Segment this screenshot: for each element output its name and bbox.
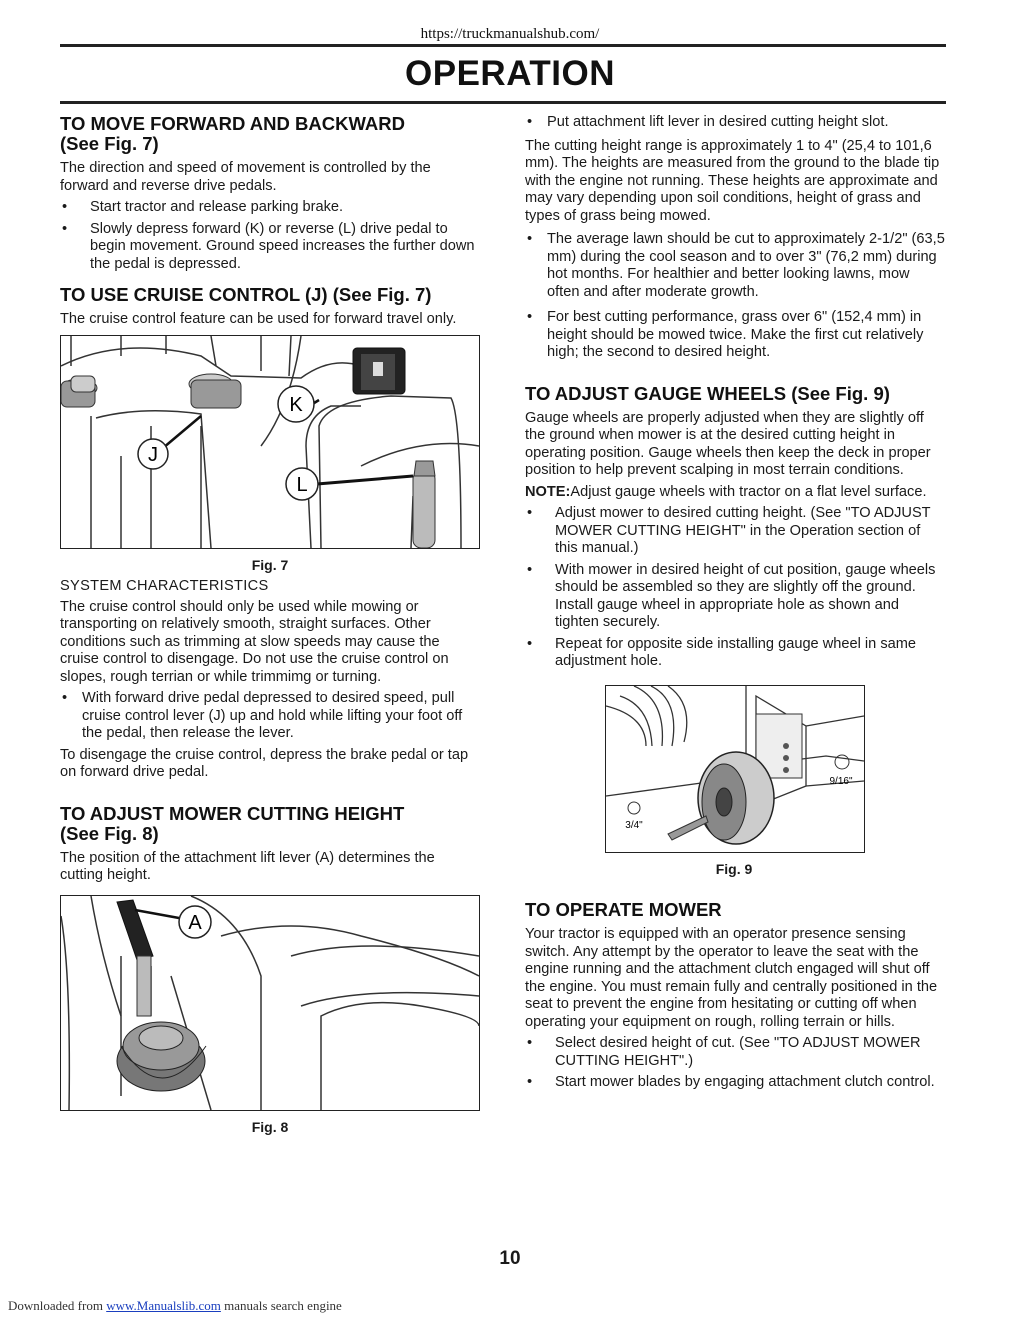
fig9-illustration [606, 686, 864, 852]
label-9-16: 9/16" [829, 775, 853, 787]
page-title: OPERATION [405, 54, 615, 93]
list-item: • Put attachment lift lever in desired cutting height slot. [525, 114, 945, 132]
operate-body: Your tractor is equipped with an operator presence sensing switch. Any attempt by the operator to leave the seat with the engine running and the attachment clutch engaged will shut off the engine. You must remain fully and centrally positioned in the seat to prevent the engine from hesitating or cutting off when operating your equipment on rough, rolling terrain or hills. [525, 926, 938, 1030]
disengage-text: To disengage the cruise control, depress the brake pedal or tap on forward drive pedal. [60, 746, 469, 780]
lawn-bullets [525, 231, 945, 362]
list-item: • For best cutting performance, grass over 6" (152,4 mm) in height should be mowed twice. Make the first cut relatively high; the second to desired height. [525, 309, 945, 362]
system-bullets [60, 690, 480, 743]
list-item: • Select desired height of cut. (See "TO ADJUST MOWER CUTTING HEIGHT".) [525, 1035, 945, 1070]
label-l: L [296, 473, 308, 496]
gauge-note [525, 484, 945, 502]
list-item: • The average lawn should be cut to approximately 2-1/2" (63,5 mm) during the cool season and to over 3" (76,2 mm) during hot months. For healthier and better looking lawns, mow often and after moderate growth. [525, 231, 945, 301]
move-heading [60, 114, 480, 154]
download-footer [8, 1298, 342, 1314]
operate-bullets [525, 1035, 945, 1092]
cutting-height-line1: TO ADJUST MOWER CUTTING HEIGHT [60, 802, 405, 824]
gauge-bullets [525, 505, 945, 671]
figure-7 [60, 335, 480, 549]
fig7-illustration [61, 336, 479, 548]
fig9-caption: Fig. 9 [715, 860, 753, 877]
list-item: • Repeat for opposite side installing gauge wheel in same adjustment hole. [525, 636, 945, 671]
list-item: • Slowly depress forward (K) or reverse (L) drive pedal to begin movement. Ground speed increases the further down the pedal is depressed. [60, 221, 480, 274]
cruise-intro: The cruise control feature can be used for forward travel only. [60, 311, 457, 327]
list-item: • Start mower blades by engaging attachment clutch control. [525, 1074, 945, 1092]
footer-suffix: manuals search engine [220, 1298, 342, 1313]
list-item: • Start tractor and release parking brake. [60, 199, 480, 217]
move-heading-line1: TO MOVE FORWARD AND BACKWARD [60, 113, 405, 134]
left-column [60, 114, 480, 1136]
page-number: 10 [499, 1248, 521, 1269]
fig7-caption: Fig. 7 [251, 556, 289, 573]
move-intro: The direction and speed of movement is controlled by the forward and reverse drive pedals. [60, 160, 431, 194]
source-url: https://truckmanualshub.com/ [420, 26, 600, 42]
cutting-height-line2: (See Fig. 8) [60, 822, 159, 844]
label-j: J [148, 443, 158, 466]
right-column [525, 114, 945, 1096]
gauge-heading: TO ADJUST GAUGE WHEELS (See Fig. 9) [525, 382, 890, 404]
label-3-4: 3/4" [625, 819, 643, 831]
label-a: A [188, 911, 202, 934]
note-label: NOTE: [525, 483, 571, 500]
label-k: K [289, 393, 303, 416]
operate-heading: TO OPERATE MOWER [525, 899, 722, 920]
title-rule [60, 101, 946, 104]
manualslib-link[interactable]: www.Manualslib.com [106, 1298, 221, 1313]
fig8-illustration [61, 896, 479, 1110]
note-text: Adjust gauge wheels with tractor on a flat level surface. [570, 483, 927, 500]
lift-lever-bullets [525, 114, 945, 132]
move-bullets [60, 199, 480, 273]
cutting-height-intro: The position of the attachment lift lever (A) determines the cutting height. [60, 849, 435, 883]
system-body: The cruise control should only be used while mowing or transporting on relatively smooth, straight surfaces. Other conditions such as trimming at slow speeds may cause the cruise control to disengage. Do not use the cruise control on slopes, rough terrian or while trimmimg or turning. [60, 598, 449, 685]
cutting-height-heading [60, 804, 480, 844]
cutting-range-text: The cutting height range is approximately 1 to 4" (25,4 to 101,6 mm). The heights are measured from the ground to the blade tip with the engine not running. These heights are approximate and may vary depending upon soil conditions, height of grass and types of grass being mowed. [525, 137, 940, 224]
fig8-caption: Fig. 8 [251, 1118, 289, 1135]
figure-8 [60, 895, 480, 1111]
move-heading-line2: (See Fig. 7) [60, 133, 159, 154]
list-item: • With forward drive pedal depressed to desired speed, pull cruise control lever (J) up and hold while lifting your foot off the pedal, then release the lever. [60, 690, 480, 743]
list-item: • Adjust mower to desired cutting height. (See "TO ADJUST MOWER CUTTING HEIGHT" in the Operation section of this manual.) [525, 505, 945, 558]
footer-prefix: Downloaded from [8, 1298, 107, 1313]
list-item: • With mower in desired height of cut position, gauge wheels should be assembled so they are slightly off the ground. Install gauge wheel in appropriate hole as shown and tighten securely. [525, 562, 945, 632]
figure-9 [605, 685, 865, 853]
top-rule [60, 44, 946, 47]
cruise-heading: TO USE CRUISE CONTROL (J) (See Fig. 7) [60, 284, 432, 305]
gauge-intro: Gauge wheels are properly adjusted when they are slightly off the ground when mower is at the desired cutting height in operating position. Gauge wheels then keep the deck in proper position to help prevent scalping in most terrain conditions. [525, 409, 931, 478]
system-heading: SYSTEM CHARACTERISTICS [60, 578, 269, 594]
